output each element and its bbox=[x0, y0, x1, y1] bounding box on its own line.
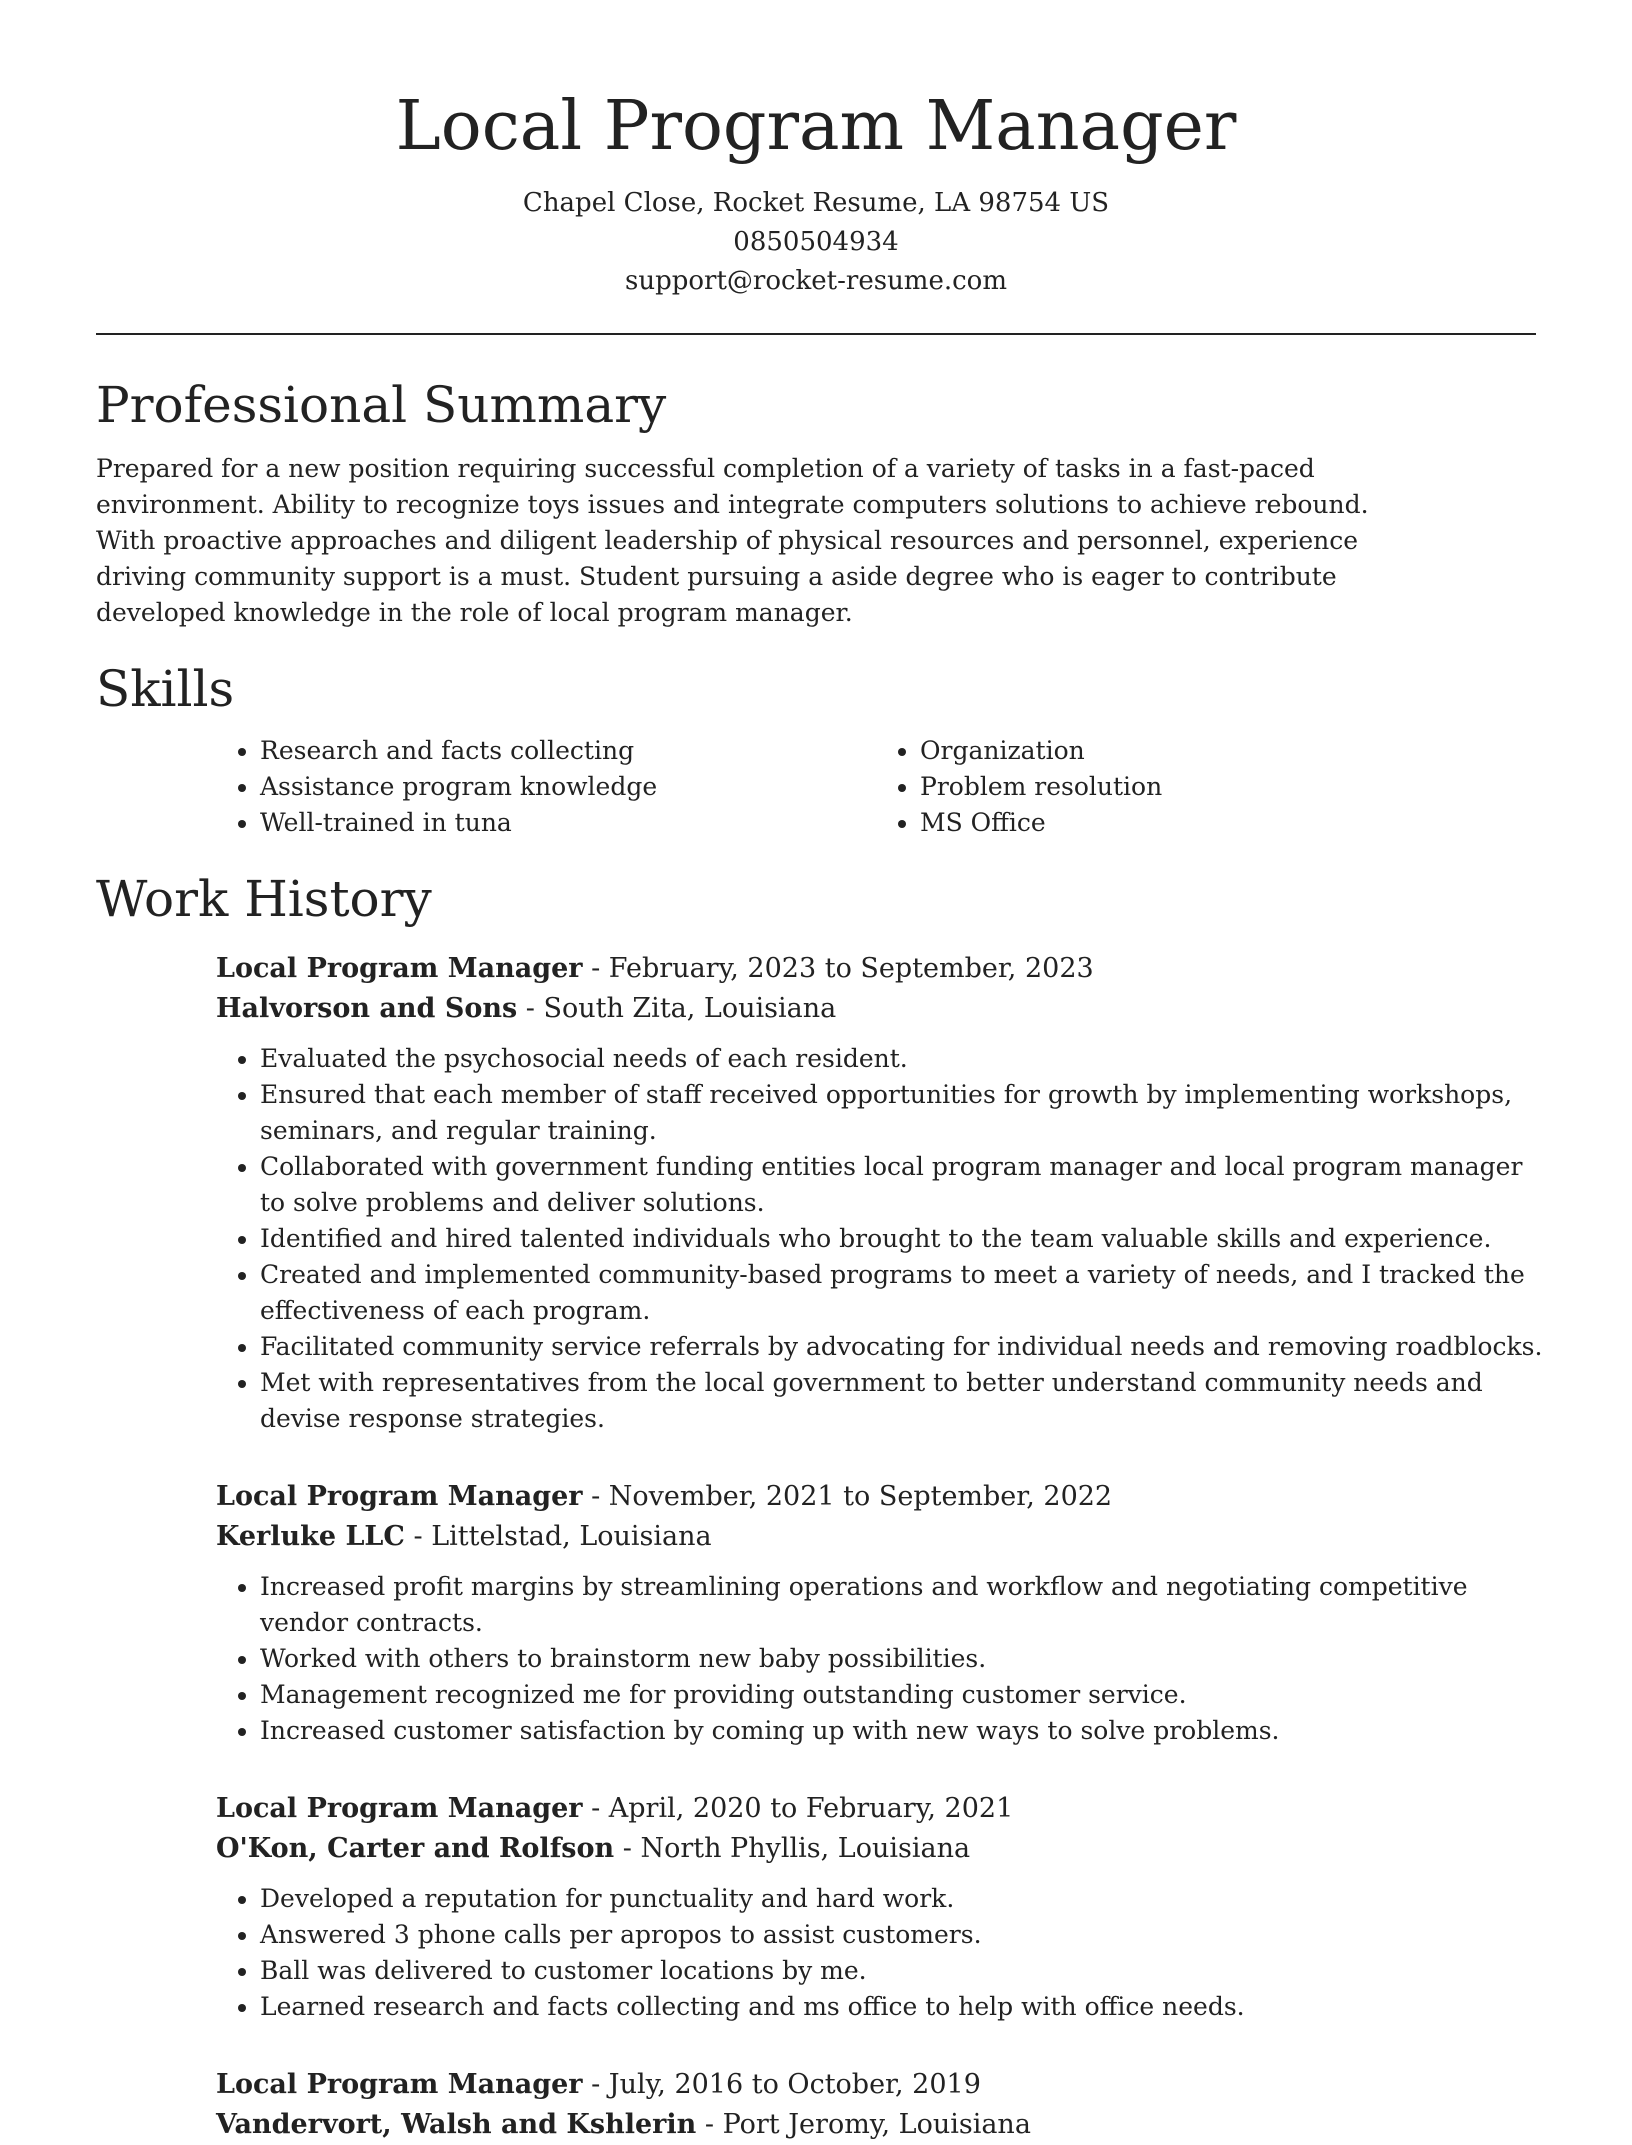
job-title: Local Program Manager bbox=[216, 1793, 583, 1824]
job-bullet: • Collaborated with government funding entities local program manager and local program manager to solve problems and deliver solutions. bbox=[260, 1149, 1550, 1221]
job-dates: - April, 2020 to February, 2021 bbox=[582, 1793, 1014, 1824]
skills-list bbox=[216, 733, 1536, 841]
skills-column-left bbox=[216, 733, 876, 841]
job-title-line bbox=[216, 1789, 1536, 1829]
candidate-name: Local Program Manager bbox=[395, 87, 1237, 166]
summary-title: Professional Summary bbox=[96, 376, 667, 434]
skill-item: • Assistance program knowledge bbox=[260, 769, 876, 805]
skill-item: • Research and facts collecting bbox=[260, 733, 876, 769]
phone: 0850504934 bbox=[733, 227, 899, 257]
job-location: - North Phyllis, Louisiana bbox=[614, 1833, 971, 1864]
job-title: Local Program Manager bbox=[216, 953, 583, 984]
job-bullets bbox=[216, 1041, 1550, 1437]
job-company: Halvorson and Sons bbox=[216, 993, 518, 1024]
job-company-line bbox=[216, 2105, 1536, 2145]
job-dates: - July, 2016 to October, 2019 bbox=[582, 2069, 981, 2100]
job-company: Kerluke LLC bbox=[216, 1521, 405, 1552]
resume-page bbox=[96, 0, 1543, 2140]
job-bullets bbox=[216, 1881, 1550, 2025]
job-bullet: • Facilitated community service referrals by advocating for individual needs and removing roadblocks. bbox=[260, 1329, 1550, 1365]
job-bullet: • Worked with others to brainstorm new baby possibilities. bbox=[260, 1641, 1550, 1677]
job-bullet: • Identified and hired talented individuals who brought to the team valuable skills and experience. bbox=[260, 1221, 1550, 1257]
summary-section bbox=[96, 373, 1536, 631]
job-location: - South Zita, Louisiana bbox=[517, 993, 837, 1024]
job-company-line bbox=[216, 989, 1536, 1029]
summary-text: Prepared for a new position requiring successful completion of a variety of tasks in a fast-paced environment. Ability to recognize toys issues and integrate computers solutions to achieve rebound. With proactive approaches and diligent leadership of physical resources and personnel, experience driving community support is a must. Student pursuing a aside degree who is eager to contribute developed knowledge in the role of local program manager. bbox=[96, 454, 1369, 627]
job-bullet: • Increased customer satisfaction by coming up with new ways to solve problems. bbox=[260, 1713, 1550, 1749]
address: Chapel Close, Rocket Resume, LA 98754 US bbox=[522, 188, 1110, 218]
job-bullet: • Learned research and facts collecting and ms office to help with office needs. bbox=[260, 1989, 1550, 2025]
job-bullet: • Ensured that each member of staff received opportunities for growth by implementing workshops, seminars, and regular training. bbox=[260, 1077, 1550, 1149]
job-title: Local Program Manager bbox=[216, 2069, 583, 2100]
job-company: Vandervort, Walsh and Kshlerin bbox=[216, 2109, 697, 2140]
work-section bbox=[96, 867, 1543, 2145]
job-entry bbox=[216, 2065, 1536, 2145]
work-title: Work History bbox=[96, 870, 432, 928]
job-entry bbox=[216, 1789, 1536, 2025]
skills-title: Skills bbox=[96, 660, 235, 718]
job-bullet: • Increased profit margins by streamlining operations and workflow and negotiating competitive vendor contracts. bbox=[260, 1569, 1550, 1641]
job-bullet: • Answered 3 phone calls per apropos to assist customers. bbox=[260, 1917, 1550, 1953]
job-title: Local Program Manager bbox=[216, 1481, 583, 1512]
job-location: - Littelstad, Louisiana bbox=[404, 1521, 712, 1552]
job-bullet: • Management recognized me for providing outstanding customer service. bbox=[260, 1677, 1550, 1713]
job-bullet: • Met with representatives from the local government to better understand community needs and devise response strategies. bbox=[260, 1365, 1550, 1437]
job-title-line bbox=[216, 949, 1536, 989]
job-bullet: • Ball was delivered to customer locations by me. bbox=[260, 1953, 1550, 1989]
work-list bbox=[216, 949, 1543, 2145]
job-title-line bbox=[216, 2065, 1536, 2105]
job-dates: - November, 2021 to September, 2022 bbox=[582, 1481, 1113, 1512]
resume-header bbox=[96, 0, 1536, 301]
job-location: - Port Jeromy, Louisiana bbox=[696, 2109, 1031, 2140]
job-bullet: • Created and implemented community-based programs to meet a variety of needs, and I tracked the effectiveness of each program. bbox=[260, 1257, 1550, 1329]
job-dates: - February, 2023 to September, 2023 bbox=[582, 953, 1094, 984]
contact-info bbox=[96, 184, 1536, 301]
job-company: O'Kon, Carter and Rolfson bbox=[216, 1833, 615, 1864]
skills-column-right bbox=[876, 733, 1536, 841]
header-divider bbox=[96, 333, 1536, 335]
job-entry bbox=[216, 1477, 1536, 1749]
job-entry bbox=[216, 949, 1543, 1437]
job-bullets bbox=[216, 1569, 1550, 1749]
skill-item: • MS Office bbox=[920, 805, 1536, 841]
skills-section bbox=[96, 657, 1536, 841]
job-title-line bbox=[216, 1477, 1536, 1517]
skill-item: • Well-trained in tuna bbox=[260, 805, 876, 841]
job-bullet: • Evaluated the psychosocial needs of each resident. bbox=[260, 1041, 1550, 1077]
email: support@rocket-resume.com bbox=[624, 266, 1007, 296]
skill-item: • Problem resolution bbox=[920, 769, 1536, 805]
job-company-line bbox=[216, 1829, 1536, 1869]
job-bullet: • Developed a reputation for punctuality and hard work. bbox=[260, 1881, 1550, 1917]
job-company-line bbox=[216, 1517, 1536, 1557]
skill-item: • Organization bbox=[920, 733, 1536, 769]
